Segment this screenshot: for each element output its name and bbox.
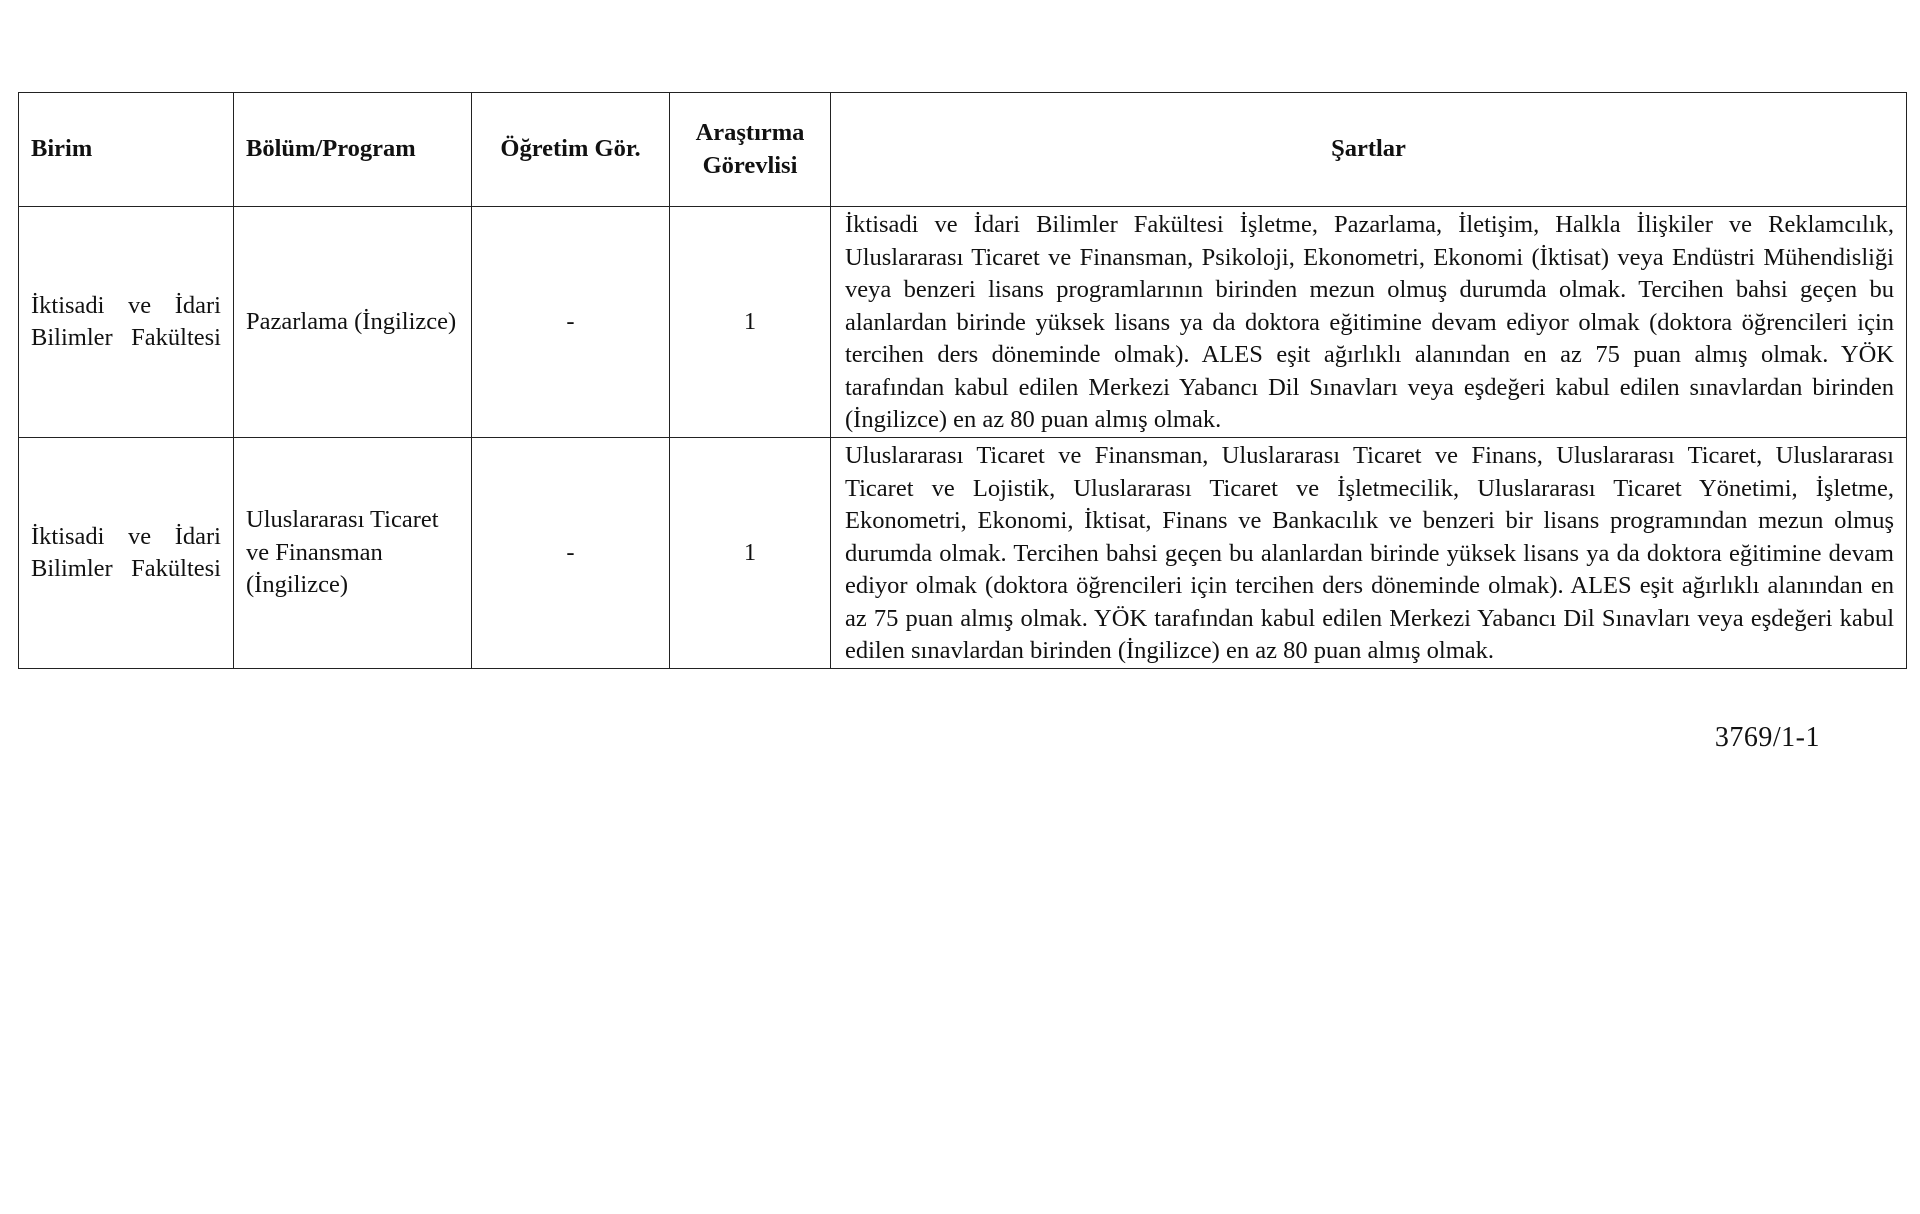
birim-line: İktisadi ve İdari [31,291,221,319]
cell-birim [19,207,234,438]
cell-arastirma-gorevlisi: 1 [670,207,831,438]
table-header-row [19,93,1907,207]
table-row [19,438,1907,669]
birim-line: Bilimler Fakültesi [31,555,221,582]
birim-line: İktisadi ve İdari [31,522,221,550]
cell-ogretim-gor: - [472,207,670,438]
cell-sartlar: Uluslararası Ticaret ve Finansman, Uluslararası Ticaret ve Finans, Uluslararası Ticaret, Uluslararası Ticaret ve Lojistik, Uluslararası Ticaret ve İşletmecilik, Uluslararası Ticaret Yönetimi, İşletme, Ekonometri, Ekonomi, İktisat, Finans ve Bankacılık ve benzeri bir lisans programından mezun olmuş durumda olmak. Tercihen bahsi geçen bu alanlardan birinde yüksek lisans ya da doktora eğitimine devam ediyor olmak (doktora öğrencileri için tercihen ders döneminde olmak). ALES eşit ağırlıklı alanından en az 75 puan almış olmak. YÖK tarafından kabul edilen Merkezi Yabancı Dil Sınavları veya eşdeğeri kabul edilen sınavlardan birinden (İngilizce) en az 80 puan almış olmak. [831,438,1907,669]
header-sartlar: Şartlar [831,93,1907,207]
page-number: 3769/1-1 [1714,722,1820,753]
cell-arastirma-gorevlisi: 1 [670,438,831,669]
table-row [19,207,1907,438]
cell-sartlar: İktisadi ve İdari Bilimler Fakültesi İşletme, Pazarlama, İletişim, Halkla İlişkiler ve Reklamcılık, Uluslararası Ticaret ve Finansman, Psikoloji, Ekonometri, Ekonomi (İktisat) veya Endüstri Mühendisliği veya benzeri lisans programlarının birinden mezun olmuş durumda olmak. Tercihen bahsi geçen bu alanlardan birinde yüksek lisans ya da doktora eğitimine devam ediyor olmak (doktora öğrencileri için tercihen ders döneminde olmak). ALES eşit ağırlıklı alanından en az 75 puan almış olmak. YÖK tarafından kabul edilen Merkezi Yabancı Dil Sınavları veya eşdeğeri kabul edilen sınavlardan birinden (İngilizce) en az 80 puan almış olmak. [831,207,1907,438]
birim-line: Bilimler Fakültesi [31,324,221,351]
header-bolum-program: Bölüm/Program [234,93,472,207]
header-birim: Birim [19,93,234,207]
header-arastirma-gorevlisi: Araştırma Görevlisi [670,93,831,207]
cell-ogretim-gor: - [472,438,670,669]
cell-birim [19,438,234,669]
positions-table [18,92,1907,669]
cell-bolum-program: Uluslararası Ticaret ve Finansman (İngilizce) [234,438,472,669]
cell-bolum-program: Pazarlama (İngilizce) [234,207,472,438]
header-ogretim-gor: Öğretim Gör. [472,93,670,207]
